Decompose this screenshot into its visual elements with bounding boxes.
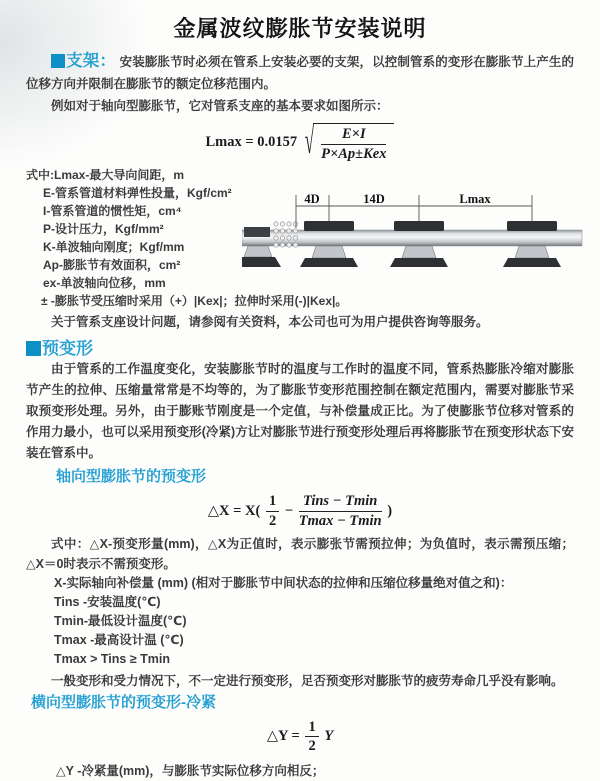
temp-ratio-denominator: Tmax − Tmin xyxy=(298,513,382,530)
definition-item: ± -膨胀节受压缩时采用（+）|Kex|；拉伸时采用(-)|Kex|。 xyxy=(41,294,348,309)
document-body xyxy=(0,51,600,781)
delta-y-prefix: △Y = xyxy=(266,728,300,745)
lateral-predeform-heading: 横向型膨胀节的预变形-冷紧 xyxy=(31,693,216,711)
page-title: 金属波纹膨胀节安装说明 xyxy=(173,16,427,41)
definition-item: I-管系管道的惯性矩，cm⁴ xyxy=(43,204,182,219)
delta-x-formula xyxy=(26,493,574,529)
predeform-section-heading xyxy=(26,338,574,359)
temp-inequality-line: Tmax > Tins ≥ Tmin xyxy=(54,651,171,666)
support-section-label: 支架： xyxy=(66,52,116,70)
minus-sign: − xyxy=(284,502,294,519)
axial-note: 一般变形和受力情况下，不一定进行预变形，足否预变形对膨胀节的疲劳寿命几乎没有影响。 xyxy=(51,673,564,688)
definition-item: Ap-膨胀节有效面积，cm² xyxy=(43,258,181,273)
pipe-support-diagram xyxy=(242,190,596,282)
lmax-formula-prefix: Lmax = 0.0157 xyxy=(205,134,298,150)
dimension-label-lmax: Lmax xyxy=(459,192,491,206)
lmax-formula-denominator: P×Ap±Kex xyxy=(321,145,387,162)
definition-item: K-单波轴向刚度；Kgf/mm xyxy=(43,240,185,255)
definition-item: E-管系管道材料弹性投量，Kgf/cm² xyxy=(43,186,232,201)
half-numerator: 1 xyxy=(305,719,318,738)
delta-x-where: 式中：△X-预变形量(mm)，△X为正值时，表示膨张节需预拉伸；为负值时，表示需预压缩；△X＝0时表示不需预变形。 xyxy=(26,536,574,571)
half-denominator: 2 xyxy=(308,738,316,755)
section-square-icon xyxy=(26,341,41,356)
sqrt-radical-glyph: √ xyxy=(304,119,315,162)
temp-definition-line: Tins -安装温度(℃) xyxy=(54,594,161,609)
section-square-icon xyxy=(51,54,65,68)
temp-definition-line: Tmax -最高设计温 (℃) xyxy=(54,632,184,647)
axial-predeform-heading: 轴向型膨胀节的预变形 xyxy=(56,468,207,486)
predeform-paragraph: 由于管系的工作温度变化，安装膨胀节时的温度与工作时的温度不同，管系热膨胀冷缩对膨胀节产生的拉伸、压缩量常常是不均等的，为了膨胀节变形范围控制在额定范围内，需要对膨胀节采取预变形处理。另外，由于膨账节刚度是一个定值，与补偿量成正比。为了使膨胀节位移对管系的作用力最小，也可以采用预变形(冷紧)方让对膨胀节进行预变形处理后再将膨胀节在预变形状态下安装在管系中。 xyxy=(26,362,574,461)
temp-ratio-numerator: Tins − Tmin xyxy=(299,493,382,512)
dimension-label-4d: 4D xyxy=(304,192,320,206)
definition-item: ex-单波轴向位移，mm xyxy=(43,276,166,291)
delta-y-note: △Y -冷紧量(mm)，与膨胀节实际位移方向相反； xyxy=(56,764,325,779)
half-numerator: 1 xyxy=(266,493,279,512)
delta-x-suffix: ) xyxy=(387,502,393,519)
lmax-formula-numerator: E×I xyxy=(321,126,386,145)
support-note: 关于管系支座设计问题，请参阅有关资料，本公司也可为用户提供咨询等服务。 xyxy=(51,315,489,330)
sqrt-expression xyxy=(304,119,395,162)
support-intro-text: 安装膨胀节时必须在管系上安装必要的支架，以控制管系的变形在膨胀节上产生的位移方向并限制在膨胀节的额定位移范围内。 xyxy=(26,55,574,91)
temp-definition-line: Tmin-最低设计温度(℃) xyxy=(54,613,187,628)
dimension-label-14d: 14D xyxy=(363,192,385,206)
predeform-heading-text: 预变形 xyxy=(42,339,93,359)
support-example-line: 例如对于轴向型膨胀节，它对管系支座的基本要求如图所示： xyxy=(51,99,389,113)
half-denominator: 2 xyxy=(268,513,277,530)
delta-x-prefix: △X = X( xyxy=(207,502,261,519)
definitions-intro: 式中:Lmax-最大导向间距，m xyxy=(26,168,185,183)
x-definition-line: X-实际轴向补偿量 (mm) (相对于膨胀节中间状态的拉伸和压缩位移量绝对值之和)： xyxy=(54,575,513,590)
pipe-support-diagram-svg xyxy=(242,190,596,282)
lmax-formula xyxy=(26,119,574,162)
support-intro-paragraph xyxy=(26,51,574,95)
definition-item: P-设计压力，Kgf/mm² xyxy=(43,222,164,237)
delta-y-suffix: Y xyxy=(324,728,334,745)
